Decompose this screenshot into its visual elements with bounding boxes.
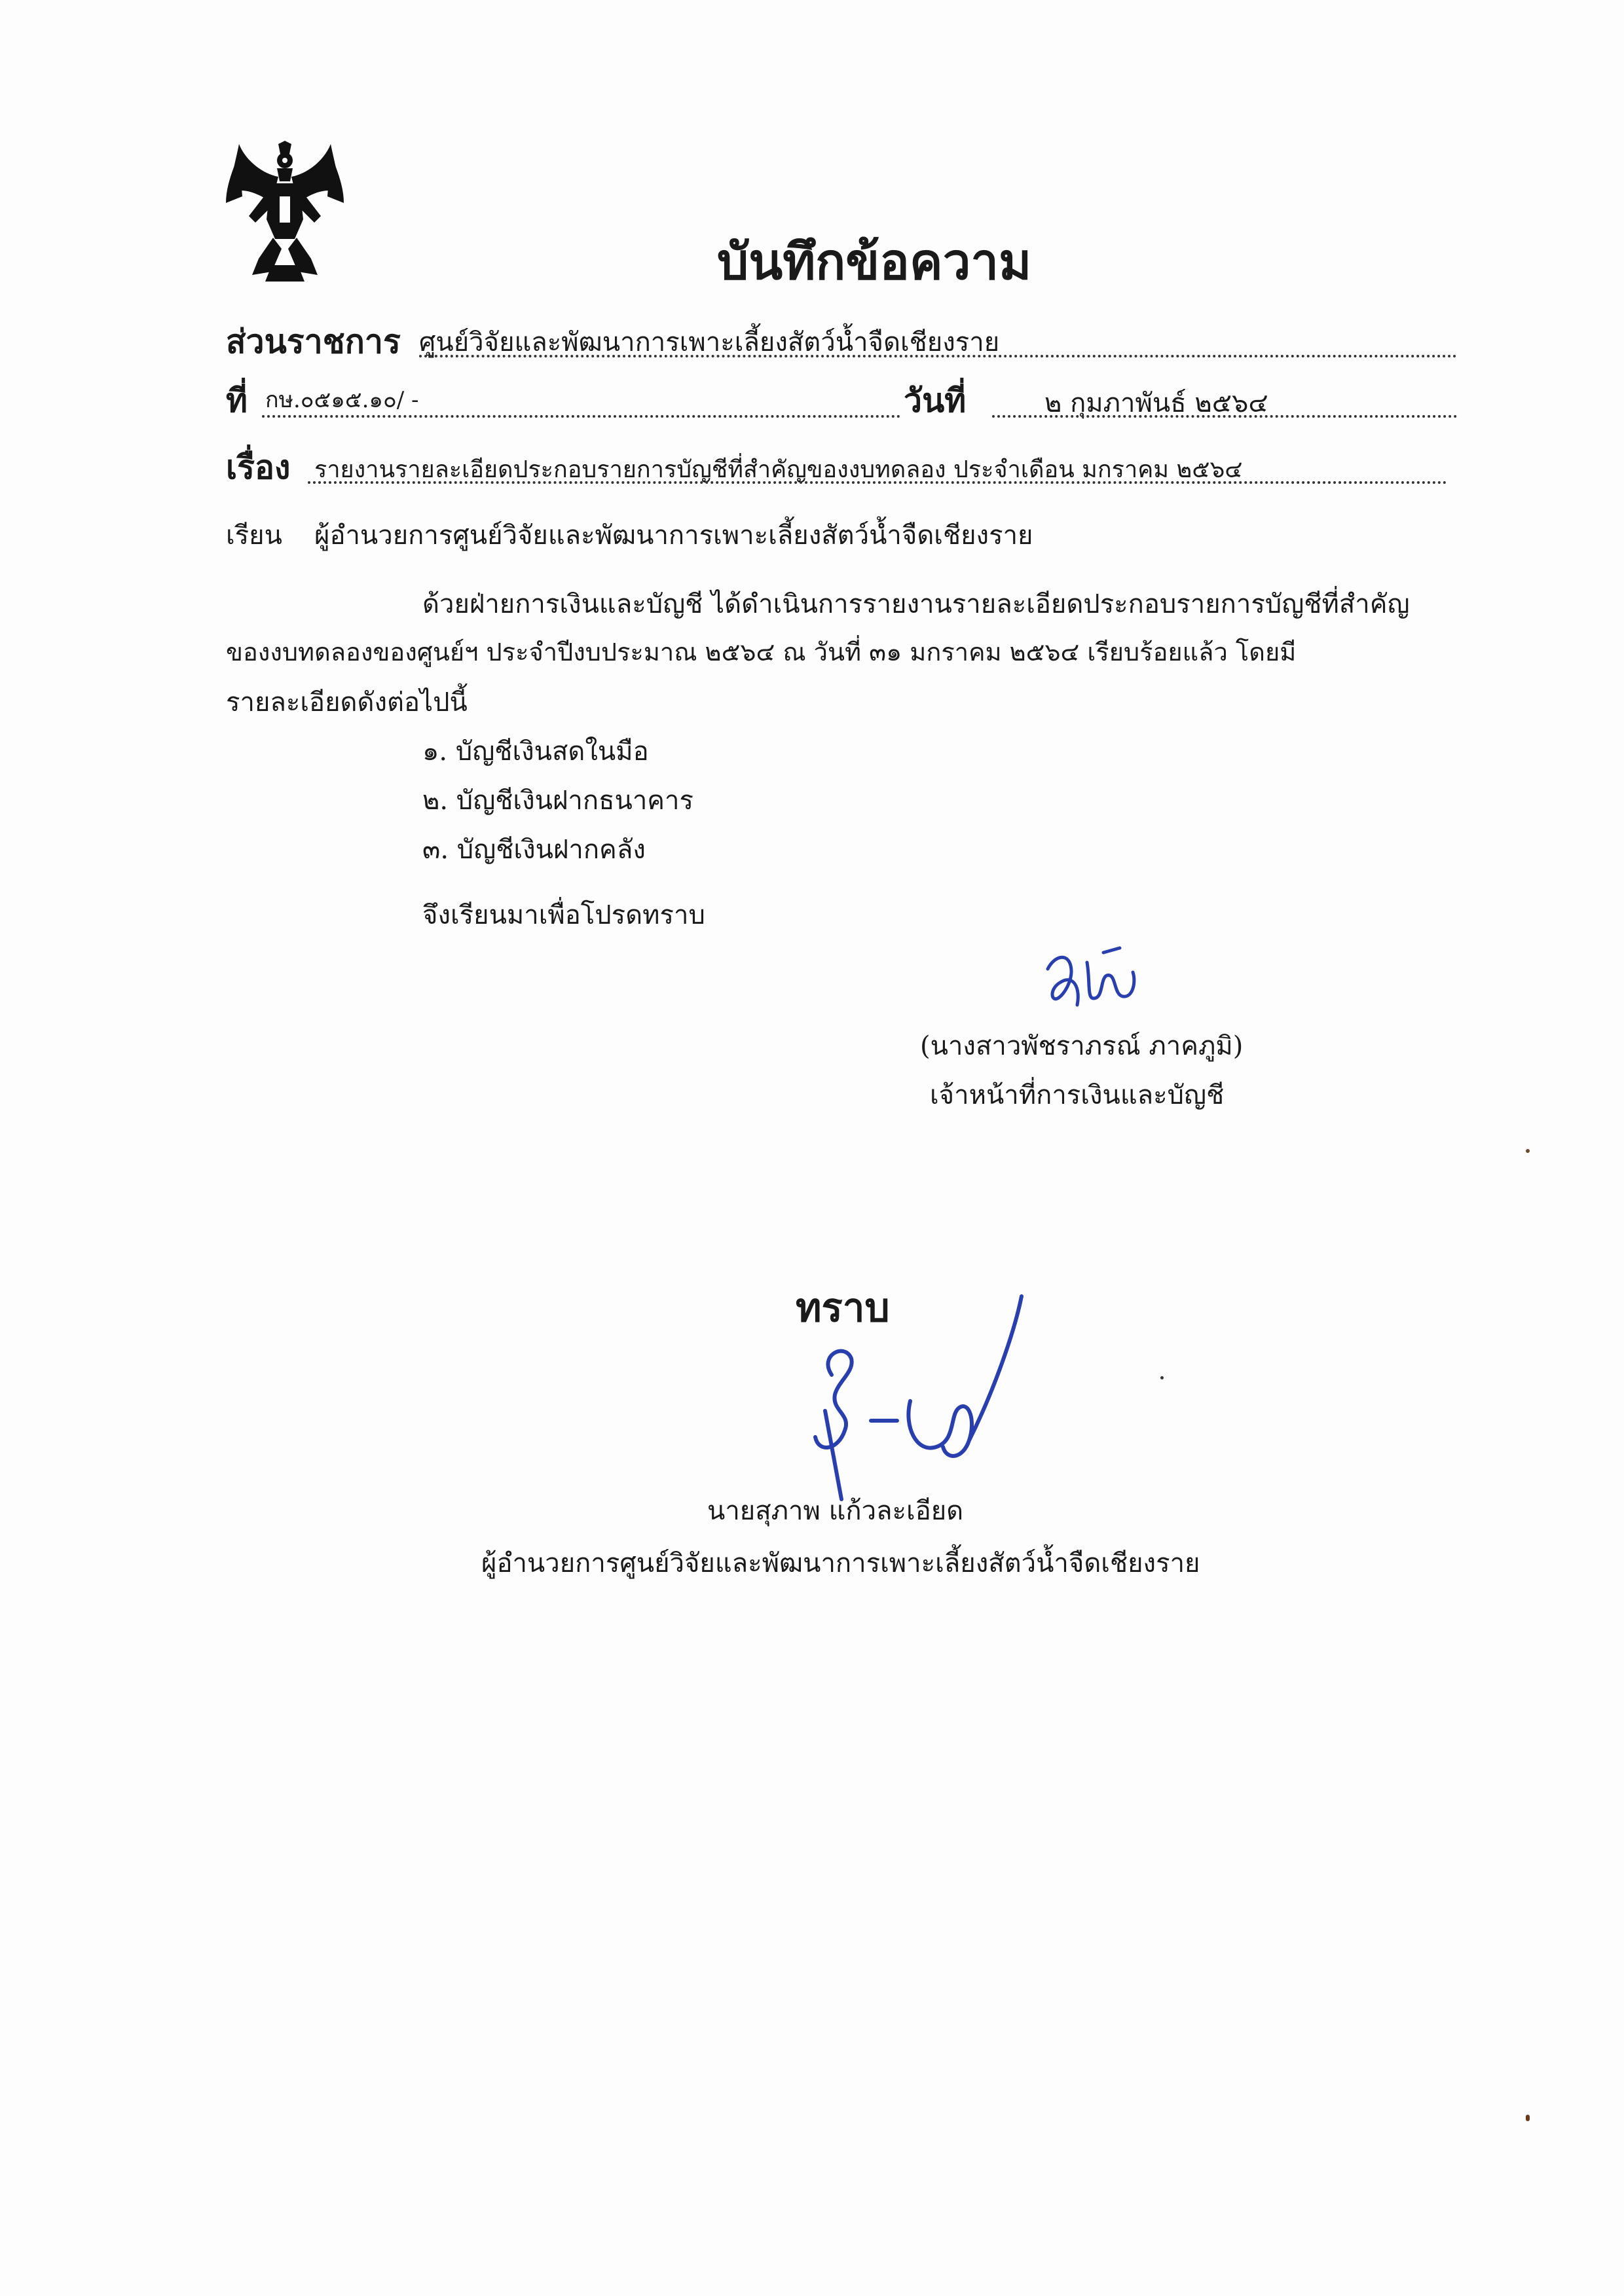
- scan-speck: [1526, 2115, 1530, 2121]
- acknowledge-position: ผู้อำนวยการศูนย์วิจัยและพัฒนาการเพาะเลี้ยงสัตว์น้ำจืดเชียงราย: [481, 1548, 1200, 1578]
- signature-1-icon: [1041, 943, 1146, 1015]
- list-item: ๒. บัญชีเงินฝากธนาคาร: [422, 786, 694, 816]
- garuda-emblem-icon: [226, 141, 344, 282]
- body-line-1: ด้วยฝ่ายการเงินและบัญชี ได้ดำเนินการรายงานรายละเอียดประกอบรายการบัญชีที่สำคัญ: [422, 589, 1410, 619]
- date-label: วันที่: [904, 381, 967, 420]
- memo-title: บันทึกข้อความ: [717, 232, 1032, 291]
- list-item: ๓. บัญชีเงินฝากคลัง: [422, 835, 646, 865]
- list-item: ๑. บัญชีเงินสดในมือ: [422, 737, 649, 767]
- body-line-3: รายละเอียดดังต่อไปนี้: [226, 687, 468, 718]
- subject-label: เรื่อง: [226, 448, 291, 486]
- date-dotted-line: [992, 415, 1457, 418]
- agency-dotted-line: [419, 355, 1457, 357]
- acknowledge-name: นายสุภาพ แก้วละเอียด: [707, 1496, 964, 1526]
- ref-dotted-line: [262, 415, 900, 418]
- signature-2-icon: [779, 1290, 1041, 1506]
- subject-dotted-line: [308, 481, 1447, 484]
- ref-label: ที่: [226, 381, 248, 420]
- agency-value: ศูนย์วิจัยและพัฒนาการเพาะเลี้ยงสัตว์น้ำจืดเชียงราย: [419, 327, 1000, 357]
- signer-1-name: (นางสาวพัชราภรณ์ ภาคภูมิ): [920, 1031, 1244, 1061]
- salutation-value: ผู้อำนวยการศูนย์วิจัยและพัฒนาการเพาะเลี้ยงสัตว์น้ำจืดเชียงราย: [314, 520, 1033, 551]
- date-value: ๒ กุมภาพันธ์ ๒๕๖๔: [1044, 388, 1268, 418]
- agency-label: ส่วนราชการ: [226, 322, 401, 361]
- closing-text: จึงเรียนมาเพื่อโปรดทราบ: [422, 900, 705, 930]
- salutation-label: เรียน: [226, 520, 282, 551]
- signer-1-position: เจ้าหน้าที่การเงินและบัญชี: [930, 1080, 1225, 1110]
- body-line-2: ของงบทดลองของศูนย์ฯ ประจำปีงบประมาณ ๒๕๖๔ ณ วันที่ ๓๑ มกราคม ๒๕๖๔ เรียบร้อยแล้ว โดยมี: [226, 638, 1297, 666]
- acknowledge-label: ทราบ: [796, 1285, 890, 1331]
- scan-speck: [1160, 1376, 1164, 1379]
- scan-speck: [1526, 1149, 1530, 1153]
- subject-value: รายงานรายละเอียดประกอบรายการบัญชีที่สำคัญของงบทดลอง ประจำเดือน มกราคม ๒๕๖๔: [314, 456, 1243, 483]
- ref-value: กษ.๐๕๑๕.๑๐/ -: [265, 387, 419, 413]
